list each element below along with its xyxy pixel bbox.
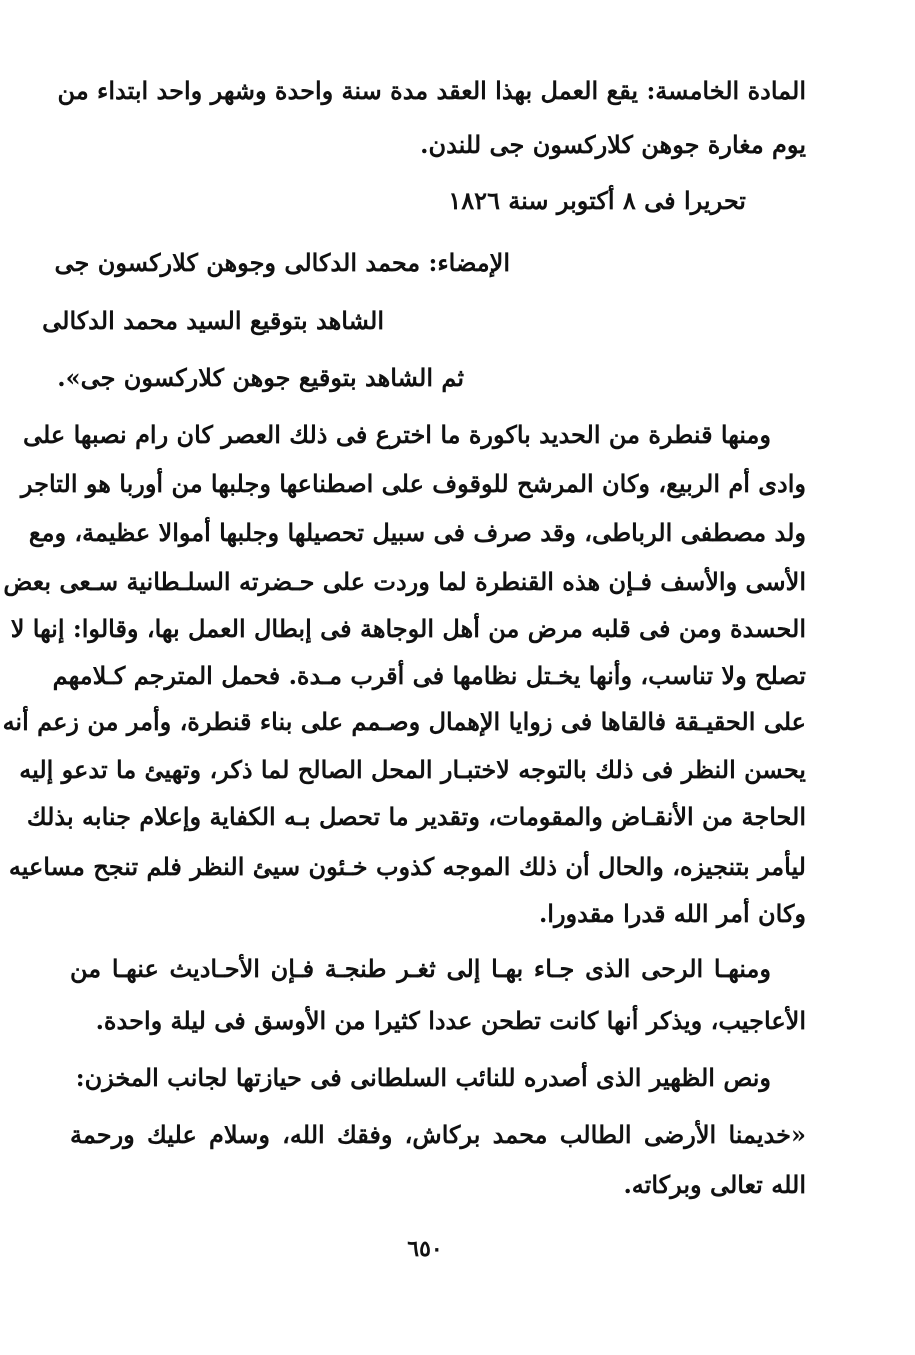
- text-line: الأعاجيب، ويذكر أنها كانت تطحن عددا كثيرا من الأوسق فى ليلة واحدة.: [95, 1006, 806, 1035]
- text-line: يحسن النظر فى ذلك بالتوجه لاختبـار المحل الصالح لما ذكر، وتهيئ ما تدعو إليه: [19, 755, 806, 784]
- text-line: ونص الظهير الذى أصدره للنائب السلطانى فى حيازتها لجانب المخزن:: [75, 1063, 771, 1092]
- text-line: الحسدة ومن فى قلبه مرض من أهل الوجاهة فى إبطال العمل بها، وقالوا: إنها لا: [10, 614, 806, 643]
- date-line: تحريرا فى ٨ أكتوبر سنة ١٨٢٦: [448, 186, 746, 215]
- witness-line: ثم الشاهد بتوقيع جوهن كلاركسون جى».: [57, 363, 464, 392]
- page-number: ٦٥٠: [407, 1236, 443, 1262]
- text-line: ومنهـا الرحى الذى جـاء بهـا إلى ثغـر طنجـة فـإن الأحـاديث عنهـا من: [70, 954, 771, 983]
- text-line: الحاجة من الأنقـاض والمقومات، وتقدير ما تحصل بـه الكفاية وإعلام جنابه بذلك: [26, 802, 806, 831]
- text-line: على الحقيـقة فالقاها فى زوايا الإهمال وصـمم على بناء قنطرة، وأمر من زعم أنه: [2, 707, 806, 736]
- text-line: ومنها قنطرة من الحديد باكورة ما اخترع فى ذلك العصر كان رام نصبها على: [22, 420, 771, 449]
- signature-line: الإمضاء: محمد الدكالى وجوهن كلاركسون جى: [54, 248, 510, 277]
- text-line: يوم مغارة جوهن كلاركسون جى للندن.: [420, 130, 806, 159]
- witness-line: الشاهد بتوقيع السيد محمد الدكالى: [42, 306, 384, 335]
- text-line: المادة الخامسة: يقع العمل بهذا العقد مدة سنة واحدة وشهر واحد ابتداء من: [57, 76, 806, 105]
- text-line: الأسى والأسف فـإن هذه القنطرة لما وردت على حـضرته السلـطانية سـعى بعض: [3, 567, 806, 596]
- text-line: ولد مصطفى الرباطى، وقد صرف فى سبيل تحصيلها وجلبها أموالا عظيمة، ومع: [28, 518, 806, 547]
- text-line: وكان أمر الله قدرا مقدورا.: [538, 899, 806, 928]
- text-line: الله تعالى وبركاته.: [623, 1170, 806, 1199]
- text-line: وادى أم الربيع، وكان المرشح للوقوف على اصطناعها وجلبها من أوربا هو التاجر: [20, 469, 806, 498]
- text-line: ليأمر بتنجيزه، والحال أن ذلك الموجه كذوب خـئون سيئ النظر فلم تنجح مساعيه: [8, 852, 806, 881]
- text-line: تصلح ولا تناسب، وأنها يخـتل نظامها فى أقرب مـدة. فحمل المترجم كـلامهم: [52, 661, 806, 690]
- text-line: «خديمنا الأرضى الطالب محمد بركاش، وفقك الله، وسلام عليك ورحمة: [70, 1120, 806, 1149]
